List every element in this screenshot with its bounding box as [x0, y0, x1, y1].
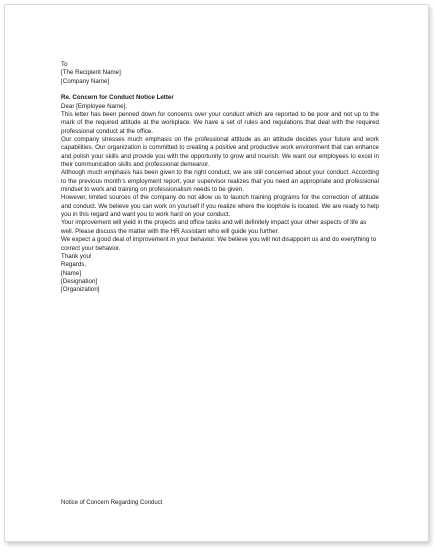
recipient-name: [The Recipient Name] [61, 69, 121, 77]
letter-body [61, 61, 379, 295]
salutation: Dear [Employee Name], [61, 102, 128, 110]
paragraph-5: Your improvement will yield in the projects and office tasks and will definitely impact your other aspects of life as well. Please discuss the matter with the HR Assistant who will guide you further. [61, 219, 367, 235]
thanks-line: Thank you! [61, 252, 92, 260]
paragraph-4: However, limited sources of the company do not allow us to launch training programs for the correction of attitude and conduct. We believe you can work on yourself if you realize where the loophole is located. We are ready to help you in this regard and want you to work hard on your conduct. [61, 194, 379, 219]
paragraph-2: Our company stresses much emphasis on the professional attitude as an attitude decides your future and work capabilities. Our organization is committed to creating a positive and productive work environment that can enhance and polish your skills and provide you with the opportunity to grow and nourish. We want our employees to excel in their communication skills and professional demeanor. [61, 136, 379, 169]
subject-line: Re. Concern for Conduct Notice Letter [61, 94, 174, 102]
page-footer: Notice of Concern Regarding Conduct [61, 500, 163, 506]
to-label: To [61, 61, 68, 68]
signature-block [61, 270, 379, 295]
paragraph-6: We expect a good deal of improvement in your behavior. We believe you will not disappoint us and do everything to correct your behavior. [61, 236, 377, 252]
paragraph-3: Although much emphasis has been given to the right conduct, we are still concerned about your conduct. According to the previous month’s employment report, your supervisor realizes that you need an appropriate and professional mindset to work and training on professionalism needs to be given. [61, 169, 379, 194]
signature-name: [Name] [61, 269, 81, 277]
paragraph-1: This letter has been penned down for concerns over your conduct which are reported to be poor and not up to the mark of the required attitude at the workplace. We have a set of rules and regulations that deal with the required professional conduct at the office. [61, 111, 379, 135]
signature-organization: [Organization] [61, 286, 100, 294]
recipient-block [61, 69, 379, 86]
company-name: [Company Name] [61, 77, 110, 85]
signature-designation: [Designation] [61, 277, 98, 285]
letter-page [4, 4, 429, 542]
closing-line: Regards, [61, 261, 87, 269]
